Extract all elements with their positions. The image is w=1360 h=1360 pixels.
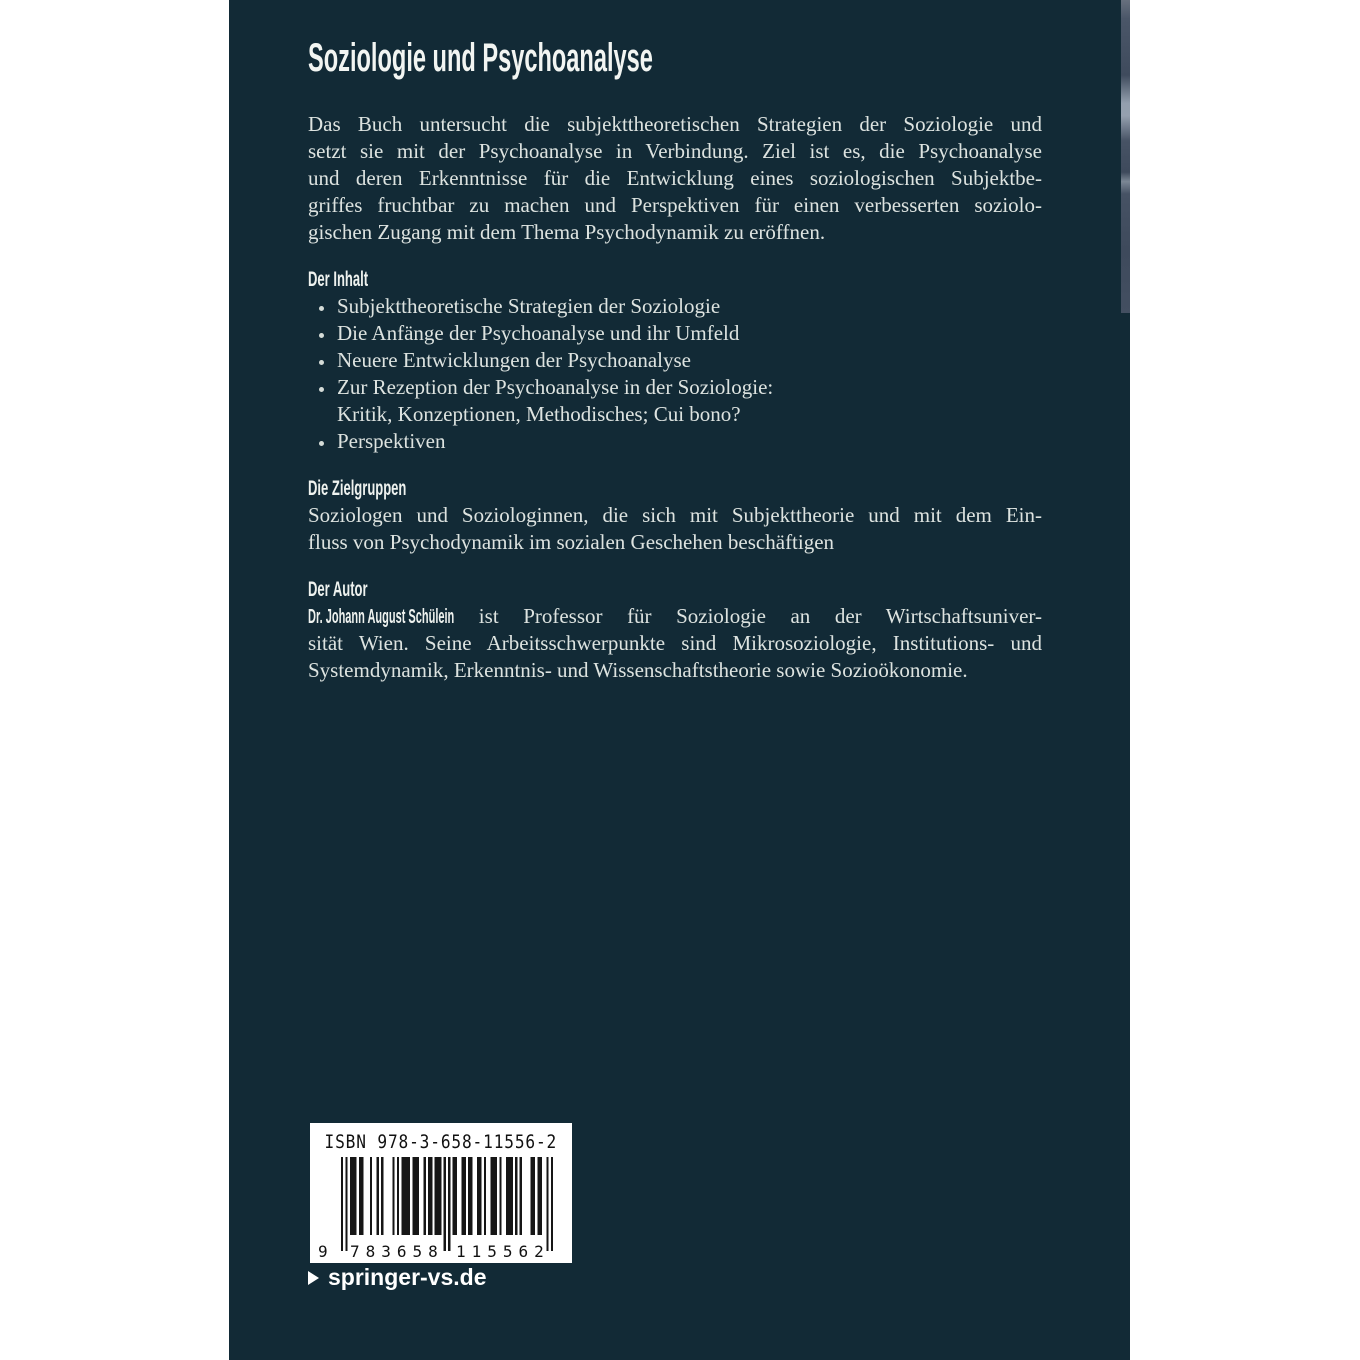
bullet-item	[308, 401, 1042, 428]
publisher-url: springer-vs.de	[328, 1264, 487, 1290]
text-line: fluss von Psychodynamik im sozialen Geschehen beschäftigen	[308, 530, 835, 554]
isbn-label	[310, 1130, 572, 1154]
book-back-cover	[229, 0, 1130, 1360]
book-title	[308, 36, 1042, 81]
bullet-dot	[308, 293, 337, 320]
bullet-item	[308, 320, 1042, 347]
author-lines	[308, 630, 1042, 684]
text-line: griffes fruchtbar zu machen und Perspektiven für einen verbesserten soziolo-	[308, 193, 1042, 217]
section-heading-inhalt	[308, 266, 1042, 293]
text-line: Systemdynamik, Erkenntnis- und Wissenschaftstheorie sowie Sozioökonomie.	[308, 658, 968, 682]
text-line: Soziologen und Soziologinnen, die sich mit Subjekttheorie und mit dem Ein-	[308, 503, 1042, 527]
ean-right-group: 115562	[456, 1242, 550, 1261]
bullet-text: Die Anfänge der Psychoanalyse und ihr Umfeld	[337, 321, 740, 345]
bullet-text: Perspektiven	[337, 429, 446, 453]
section-heading-text: Der Inhalt	[308, 268, 369, 291]
section-heading-text: Die Zielgruppen	[308, 477, 407, 500]
author-paragraph	[308, 603, 1042, 684]
bullet-item	[308, 347, 1042, 374]
author-line	[308, 603, 1042, 630]
section-heading-zielgruppen	[308, 475, 1042, 502]
isbn-label-text: ISBN 978-3-658-11556-2	[324, 1131, 558, 1153]
text-line: setzt sie mit der Psychoanalyse in Verbindung. Ziel ist es, die Psychoanalyse	[308, 139, 1042, 163]
bullet-item	[308, 428, 1042, 455]
bullet-text: Kritik, Konzeptionen, Methodisches; Cui bono?	[337, 402, 741, 426]
text-line: Das Buch untersucht die subjekttheoretischen Strategien der Soziologie und	[308, 112, 1042, 136]
page-curl-highlight	[1121, 0, 1130, 313]
bullet-indent	[308, 401, 337, 428]
section-heading-text: Der Autor	[308, 578, 368, 601]
book-title-text: Soziologie und Psychoanalyse	[308, 36, 653, 80]
section-heading-autor	[308, 576, 1042, 603]
bullet-dot	[308, 347, 337, 374]
cover-text-block	[308, 0, 1042, 684]
intro-paragraph	[308, 111, 1042, 246]
bullet-dot	[308, 374, 337, 401]
arrow-right-icon	[308, 1271, 319, 1285]
ean-barcode	[341, 1157, 553, 1251]
bullet-text: Zur Rezeption der Psychoanalyse in der Soziologie:	[337, 375, 774, 399]
inhalt-bullet-list	[308, 293, 1042, 455]
isbn-barcode-panel	[310, 1123, 572, 1263]
text-line: sität Wien. Seine Arbeitsschwerpunkte sind Mikrosoziologie, Institutions- und	[308, 631, 1042, 655]
text-line: gischen Zugang mit dem Thema Psychodynamik zu eröffnen.	[308, 220, 826, 244]
bullet-dot	[308, 320, 337, 347]
publisher-url-row	[308, 1264, 487, 1291]
ean-digits-row	[310, 1242, 572, 1262]
bullet-text: Subjekttheoretische Strategien der Soziologie	[337, 294, 721, 318]
bullet-item	[308, 293, 1042, 320]
author-line-rest: ist Professor für Soziologie an der Wirtschaftsuniver-	[454, 604, 1042, 628]
author-name: Dr. Johann August Schülein	[308, 606, 455, 628]
bullet-item	[308, 374, 1042, 401]
ean-first-digit: 9	[318, 1242, 328, 1261]
bullet-dot	[308, 428, 337, 455]
ean-left-group: 783658	[350, 1242, 444, 1261]
text-line: und deren Erkenntnisse für die Entwicklung eines soziologischen Subjektbe-	[308, 166, 1042, 190]
bullet-text: Neuere Entwicklungen der Psychoanalyse	[337, 348, 691, 372]
zielgruppen-paragraph	[308, 502, 1042, 556]
